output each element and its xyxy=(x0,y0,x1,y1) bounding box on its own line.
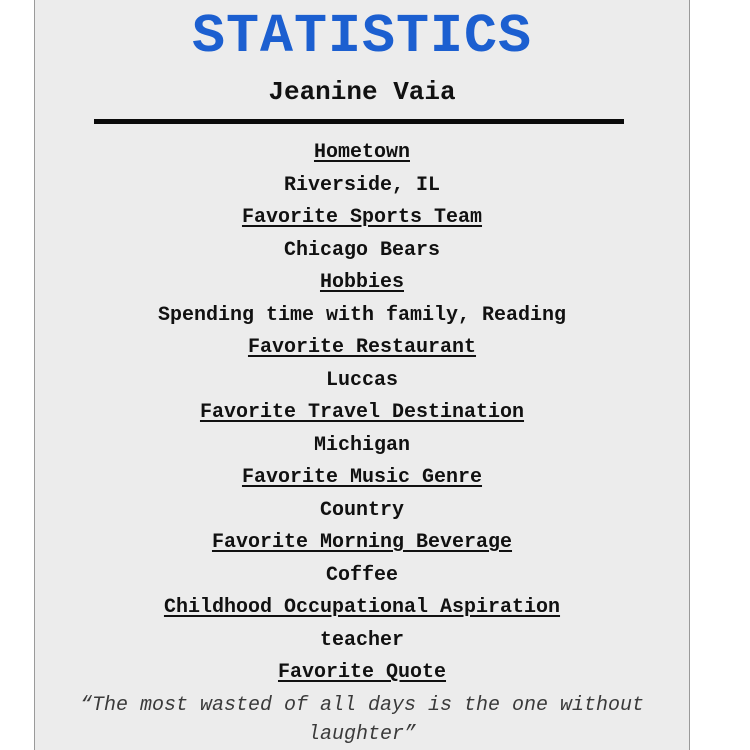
stat-value-occupational-aspiration: teacher xyxy=(319,628,404,652)
stat-label-favorite-quote: Favorite Quote xyxy=(277,661,447,684)
stat-value-sports-team: Chicago Bears xyxy=(283,238,441,262)
stats-list xyxy=(35,137,689,690)
stat-label-sports-team: Favorite Sports Team xyxy=(241,206,483,229)
stat-label-hobbies: Hobbies xyxy=(319,271,404,294)
stat-value-hobbies: Spending time with family, Reading xyxy=(157,303,567,327)
stat-label-occupational-aspiration: Childhood Occupational Aspiration xyxy=(163,596,561,619)
stat-value-music-genre: Country xyxy=(319,498,404,522)
person-name: Jeanine Vaia xyxy=(268,77,456,107)
stat-value-restaurant: Luccas xyxy=(325,368,398,392)
favorite-quote-text: “The most wasted of all days is the one without laughter” xyxy=(79,694,645,746)
stat-label-morning-beverage: Favorite Morning Beverage xyxy=(211,531,513,554)
statistics-sheet xyxy=(34,0,690,750)
divider-rule xyxy=(94,119,624,124)
stat-value-hometown: Riverside, IL xyxy=(283,173,441,197)
stat-value-travel-destination: Michigan xyxy=(313,433,410,457)
stat-label-hometown: Hometown xyxy=(313,141,410,164)
stat-value-morning-beverage: Coffee xyxy=(325,563,398,587)
stat-label-restaurant: Favorite Restaurant xyxy=(247,336,477,359)
stat-label-music-genre: Favorite Music Genre xyxy=(241,466,483,489)
page-title: STATISTICS xyxy=(191,5,533,68)
stat-label-travel-destination: Favorite Travel Destination xyxy=(199,401,525,424)
